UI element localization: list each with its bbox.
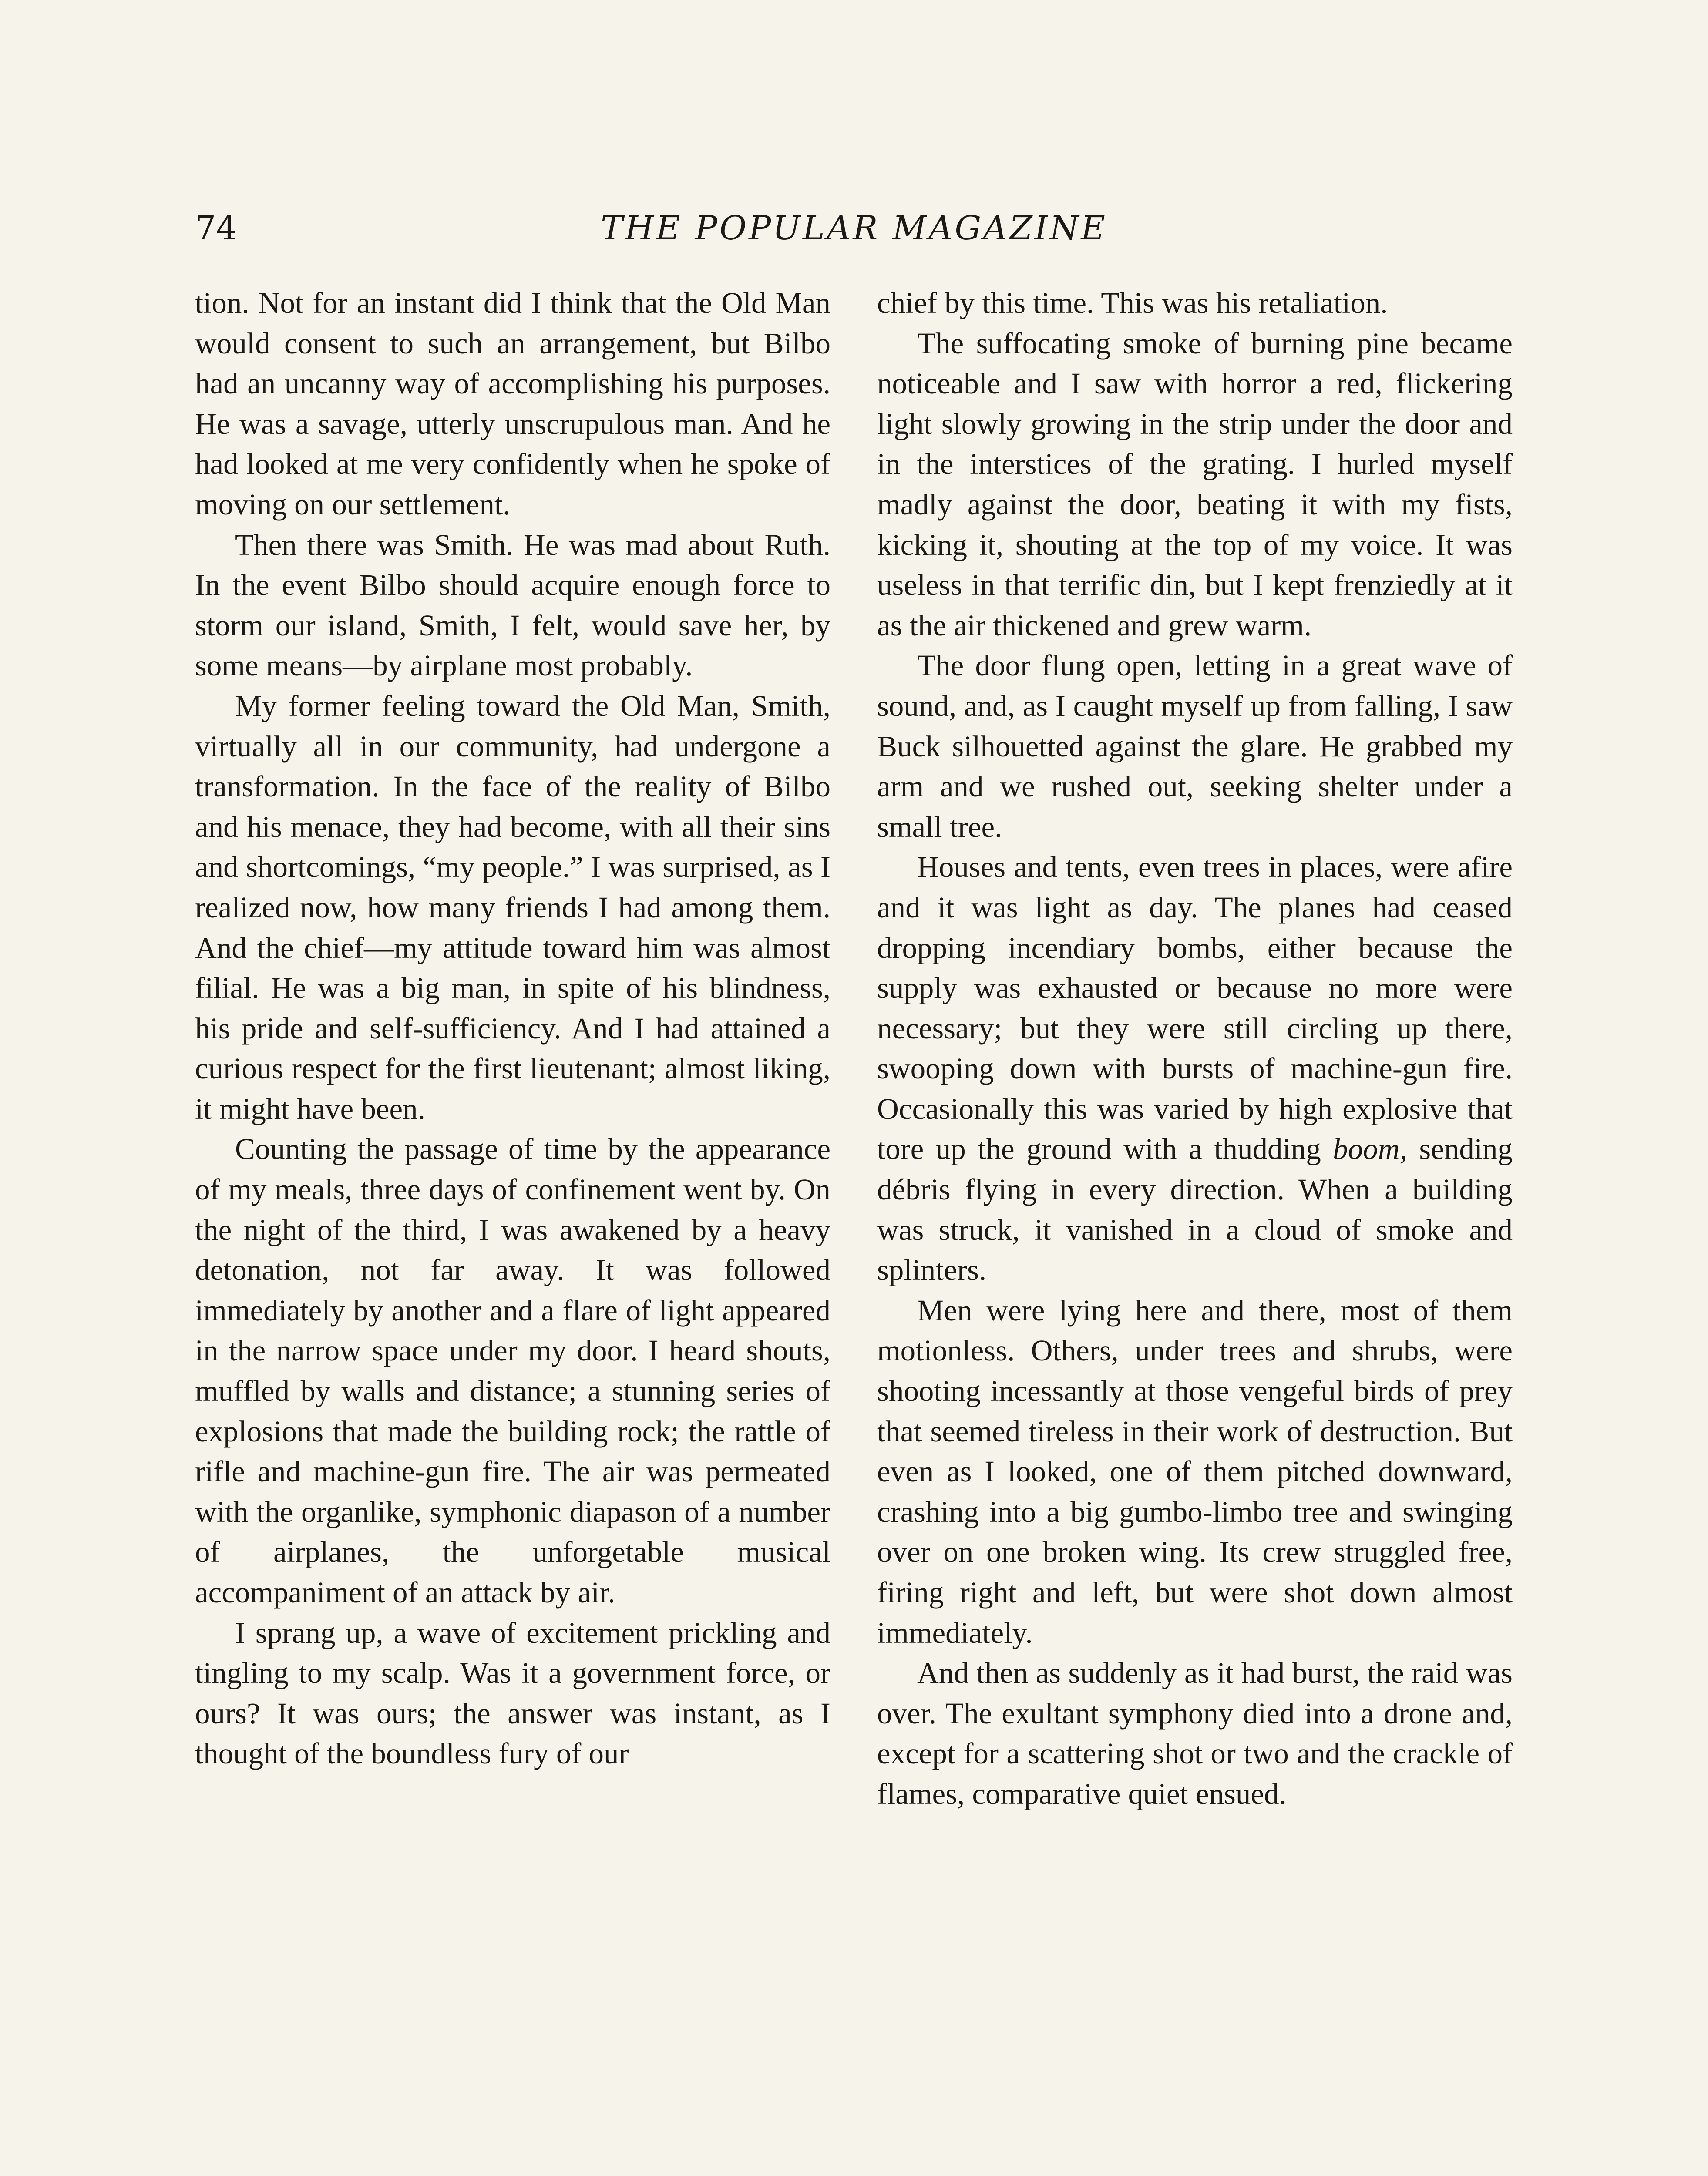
paragraph: The door flung open, letting in a great wave of sound, and, as I caught myself up from falling, I saw Buck silhouetted against the glare. He grabbed my arm and we rushed out, seeking shelter under a small tree. [877, 649, 1513, 843]
paragraph: Men were lying here and there, most of them motionless. Others, under trees and shrubs, were shooting incessantly at those vengeful birds of prey that seemed tireless in their work of destruction. But even as I looked, one of them pitched downward, crashing into a big gumbo-limbo tree and swinging over on one broken wing. Its crew struggled free, firing right and left, but were shot down almost immediately. [877, 1293, 1513, 1649]
italic-word: boom, [1333, 1132, 1407, 1166]
paragraph [877, 847, 1513, 1290]
text-run: sending débris flying in every direction. When a building was struck, it vanished in a cloud of smoke and splinters. [877, 1132, 1513, 1287]
page-number: 74 [195, 208, 237, 247]
paragraph: tion. Not for an instant did I think that the Old Man would consent to such an arrangement, but Bilbo had an uncanny way of accomplishing his purposes. He was a savage, utterly unscrupulous man. And he had looked at me very confidently when he spoke of moving on our settlement. [195, 286, 830, 521]
paragraph: The suffocating smoke of burning pine became noticeable and I saw with horror a red, flickering light slowly growing in the strip under the door and in the interstices of the grating. I hurled myself madly against the door, beating it with my fists, kicking it, shouting at the top of my voice. It was useless in that terrific din, but I kept frenziedly at it as the air thickened and grew warm. [877, 326, 1513, 642]
text-run: Houses and tents, even trees in places, were afire and it was light as day. The planes had ceased dropping incendiary bombs, either because the supply was exhausted or because no more were necessary; but they were still circling up there, swooping down with bursts of machine-gun fire. Occasionally this was varied by high explosive that tore up the ground with a thudding [877, 850, 1513, 1166]
paragraph: Then there was Smith. He was mad about Ruth. In the event Bilbo should acquire enough force to storm our island, Smith, I felt, would save her, by some means—by airplane most probably. [195, 528, 830, 682]
paragraph: chief by this time. This was his retaliation. [877, 286, 1388, 319]
paragraph: And then as suddenly as it had burst, the raid was over. The exultant symphony died into a drone and, except for a scattering shot or two and the crackle of flames, comparative quiet ensued. [877, 1656, 1513, 1810]
left-column [195, 283, 830, 1774]
running-head: THE POPULAR MAGAZINE [601, 208, 1107, 247]
paragraph: Counting the passage of time by the appearance of my meals, three days of confinement went by. On the night of the third, I was awakened by a heavy detonation, not far away. It was followed immediately by another and a flare of light appeared in the narrow space under my door. I heard shouts, muffled by walls and distance; a stunning series of explosions that made the building rock; the rattle of rifle and machine-gun fire. The air was permeated with the organlike, symphonic diapason of a number of airplanes, the unforgetable musical accompaniment of an attack by air. [195, 1132, 830, 1609]
paragraph: My former feeling toward the Old Man, Smith, virtually all in our community, had undergone a transformation. In the face of the reality of Bilbo and his menace, they had become, with all their sins and shortcomings, “my people.” I was surprised, as I realized now, how many friends I had among them. And the chief—my attitude toward him was almost filial. He was a big man, in spite of his blindness, his pride and self-sufficiency. And I had attained a curious respect for the first lieutenant; almost liking, it might have been. [195, 689, 830, 1125]
right-column [877, 283, 1513, 1814]
paragraph: I sprang up, a wave of excitement prickling and tingling to my scalp. Was it a government force, or ours? It was ours; the answer was instant, as I thought of the boundless fury of our [195, 1616, 830, 1770]
